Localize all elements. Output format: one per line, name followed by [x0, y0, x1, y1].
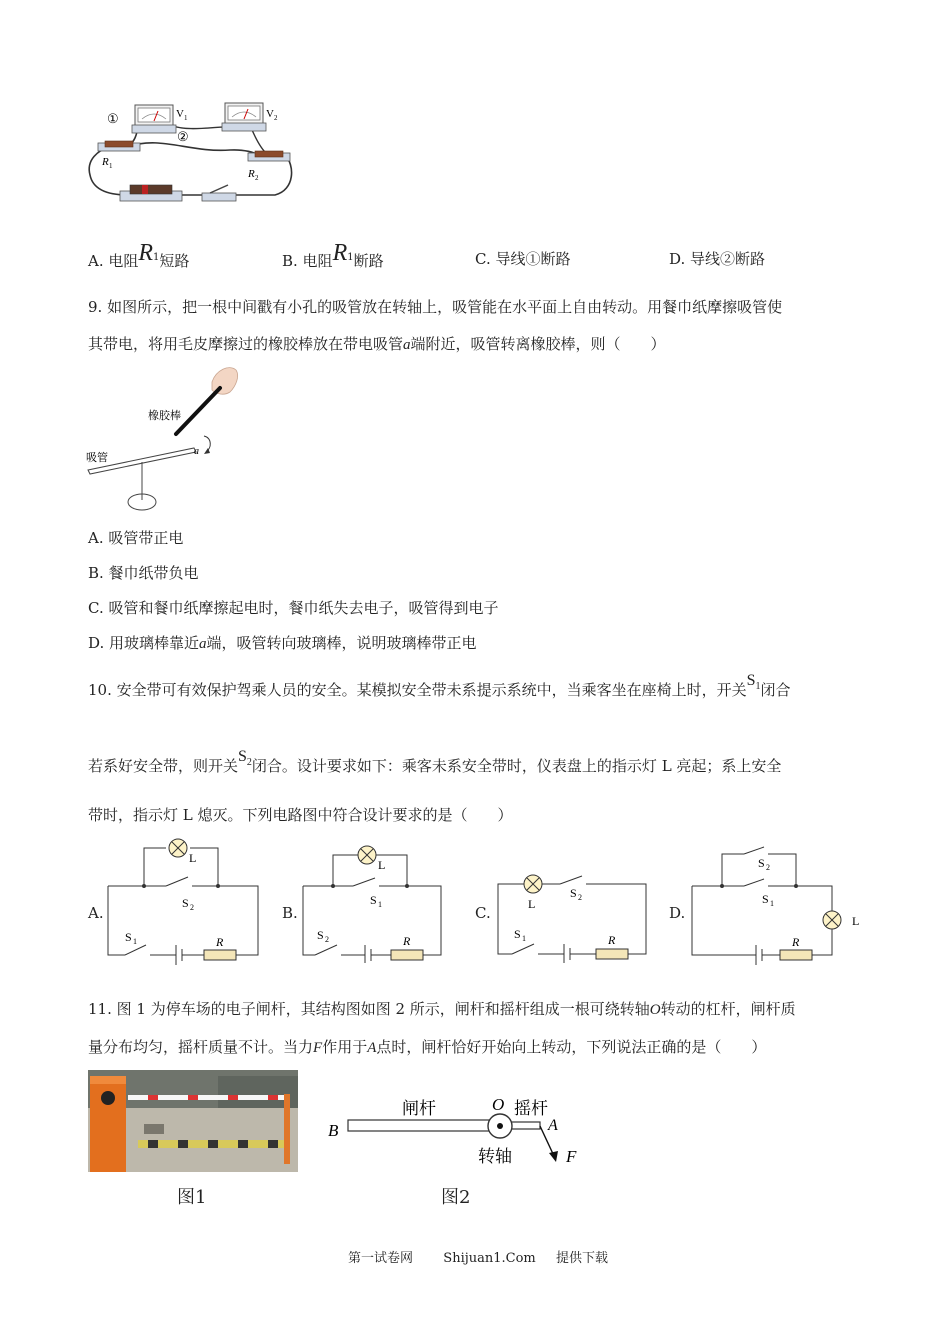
q11-stem-line1: 11. 图 1 为停车场的电子闸杆，其结构图如图 2 所示，闸杆和摇杆组成一根可绕转轴O转动的杠杆，闸杆质: [88, 1000, 796, 1018]
straw-end-label: a: [194, 446, 199, 457]
rocker-label: 摇杆: [514, 1099, 548, 1118]
v2-label: V: [266, 108, 274, 120]
svg-text:1: 1: [770, 899, 774, 908]
footer-download-text: 提供下载: [556, 1251, 609, 1266]
svg-text:R: R: [608, 933, 616, 947]
svg-text:L: L: [852, 914, 860, 928]
svg-text:S: S: [317, 928, 324, 942]
footer: [348, 1247, 608, 1266]
circuit-d[interactable]: [684, 845, 869, 965]
svg-text:2: 2: [274, 114, 278, 122]
svg-text:S: S: [125, 930, 132, 944]
force-f-label: F: [566, 1147, 577, 1166]
q9-option-a[interactable]: A. 吸管带正电: [88, 529, 184, 547]
figure-1-caption: 图1: [177, 1187, 207, 1208]
q8-circuit-figure: [80, 95, 300, 210]
rubber-rod-label: 橡胶棒: [148, 410, 181, 422]
svg-text:1: 1: [184, 114, 188, 122]
svg-text:1: 1: [378, 900, 382, 909]
svg-text:S: S: [370, 893, 377, 907]
wire-1-label: ①: [107, 111, 119, 126]
svg-text:2: 2: [766, 863, 770, 872]
circuit-d-label[interactable]: D.: [669, 904, 686, 922]
q9-straw-figure: [84, 362, 254, 522]
footer-site-url[interactable]: Shijuan1.Com: [443, 1251, 536, 1266]
gate-bar-label: 闸杆: [402, 1099, 436, 1118]
wire-2-label: ②: [177, 129, 189, 144]
axis-label: 转轴: [478, 1147, 512, 1166]
point-b-label: B: [328, 1121, 339, 1140]
svg-text:2: 2: [255, 174, 259, 182]
svg-text:L: L: [378, 858, 386, 872]
svg-text:1: 1: [522, 934, 526, 943]
svg-text:2: 2: [190, 903, 194, 912]
svg-text:L: L: [528, 897, 536, 911]
svg-text:S: S: [762, 892, 769, 906]
r2-label: R: [248, 168, 255, 180]
q10-stem-line1: 10. 安全带可有效保护驾乘人员的安全。某模拟安全带未系提示系统中，当乘客坐在座椅上时，开关$S_1$闭合: [88, 672, 791, 699]
q10-stem-line2: 若系好安全带，则开关$S_2$闭合。设计要求如下：乘客未系安全带时，仪表盘上的指示灯 L 亮起；系上安全: [88, 748, 782, 775]
q9-option-d[interactable]: D. 用玻璃棒靠近a端，吸管转向玻璃棒，说明玻璃棒带正电: [88, 634, 477, 652]
svg-text:R: R: [792, 935, 800, 949]
point-a-label: A: [548, 1117, 558, 1134]
v1-label: V: [176, 108, 184, 120]
q11-stem-line2: 量分布均匀，摇杆质量不计。当力F作用于A点时，闸杆恰好开始向上转动，下列说法正确的是（ ）: [88, 1038, 767, 1056]
pivot-o-label: O: [492, 1095, 505, 1114]
q8-option-c[interactable]: C. 导线①断路: [475, 250, 571, 268]
svg-text:2: 2: [325, 935, 329, 944]
footer-site-name: 第一试卷网: [348, 1251, 414, 1266]
figure-2-caption: 图2: [441, 1187, 471, 1208]
circuit-b[interactable]: [295, 838, 460, 963]
svg-text:L: L: [189, 851, 197, 865]
q8-option-d[interactable]: D. 导线②断路: [669, 250, 766, 268]
svg-text:R: R: [216, 935, 224, 949]
svg-text:1: 1: [133, 937, 137, 946]
q9-stem-line1: 9. 如图所示，把一根中间戳有小孔的吸管放在转轴上，吸管能在水平面上自由转动。用餐巾纸摩擦吸管使: [88, 298, 783, 316]
straw-label: 吸管: [86, 452, 108, 464]
svg-text:R: R: [403, 934, 411, 948]
circuit-a[interactable]: [100, 835, 265, 965]
q8-option-b[interactable]: B. 电阻$R^1$断路: [282, 240, 384, 270]
q9-option-b[interactable]: B. 餐巾纸带负电: [88, 564, 199, 582]
r1-label: R: [102, 156, 109, 168]
circuit-c[interactable]: [490, 868, 655, 963]
q9-option-c[interactable]: C. 吸管和餐巾纸摩擦起电时，餐巾纸失去电子，吸管得到电子: [88, 599, 499, 617]
circuit-c-label[interactable]: C.: [475, 904, 491, 922]
q8-option-a[interactable]: A. 电阻$R^1$短路: [88, 240, 190, 270]
lever-diagram: [320, 1090, 600, 1172]
svg-text:2: 2: [578, 893, 582, 902]
parking-gate-photo: [88, 1070, 298, 1172]
svg-text:1: 1: [109, 162, 113, 170]
svg-text:S: S: [570, 886, 577, 900]
svg-text:S: S: [758, 856, 765, 870]
circuit-b-label[interactable]: B.: [282, 904, 298, 922]
q10-stem-line3: 带时，指示灯 L 熄灭。下列电路图中符合设计要求的是（ ）: [88, 806, 513, 824]
svg-text:S: S: [182, 896, 189, 910]
circuit-a-label[interactable]: A.: [88, 904, 104, 922]
q9-stem-line2: 其带电，将用毛皮摩擦过的橡胶棒放在带电吸管a端附近，吸管转离橡胶棒，则（ ）: [88, 335, 666, 353]
svg-text:S: S: [514, 927, 521, 941]
